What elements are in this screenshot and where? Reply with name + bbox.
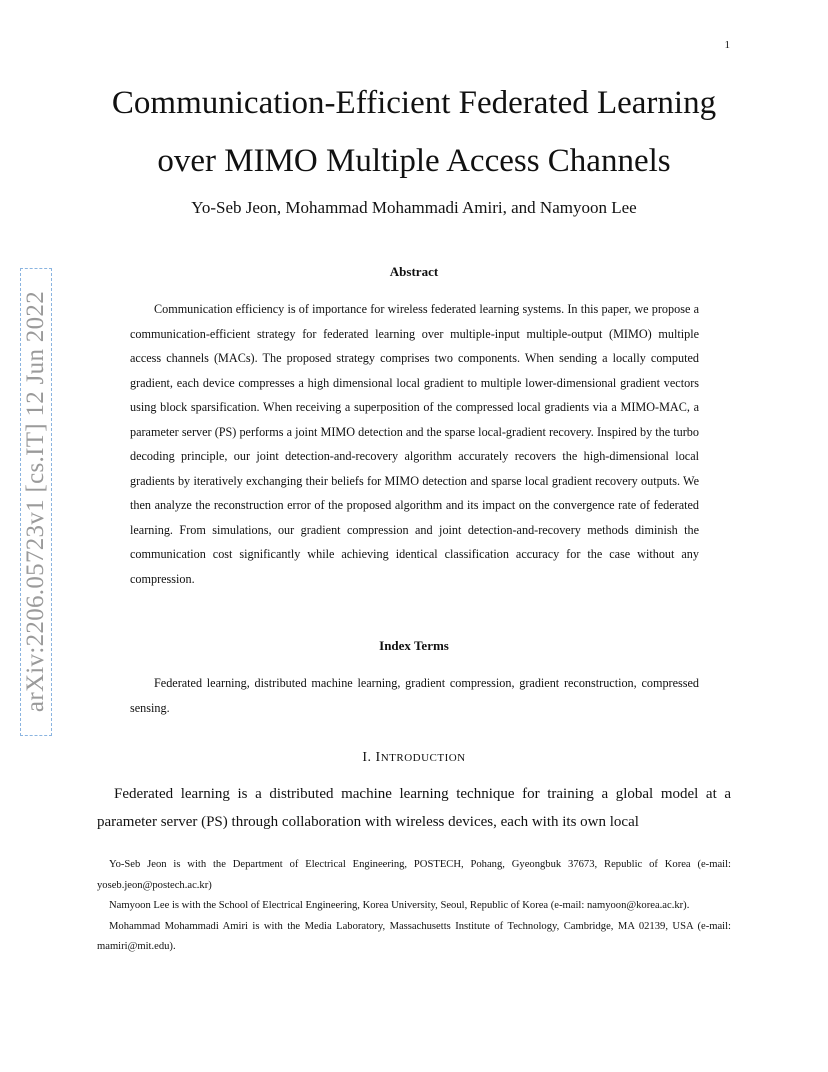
footnotes: [97, 855, 731, 958]
arxiv-identifier: arXiv:2206.05723v1 [cs.IT] 12 Jun 2022: [22, 291, 49, 713]
index-terms-heading: Index Terms: [379, 638, 449, 653]
footnote-jeon: Yo-Seb Jeon is with the Department of Electrical Engineering, POSTECH, Pohang, Gyeongbuk 37673, Republic of Korea (e-mail: yoseb.jeon@postech.ac.kr): [97, 859, 731, 891]
author-list: Yo-Seb Jeon, Mohammad Mohammadi Amiri, and Namyoon Lee: [191, 198, 637, 217]
abstract-heading: Abstract: [389, 264, 439, 279]
introduction-body: Federated learning is a distributed machine learning technique for training a global model at a parameter server (PS) through collaboration with wireless devices, each with its own local: [97, 786, 731, 830]
footnote-lee: Namyoon Lee is with the School of Electrical Engineering, Korea University, Seoul, Republic of Korea (e-mail: namyoon@korea.ac.kr).: [109, 900, 690, 911]
page-number: 1: [724, 39, 730, 51]
index-terms-body: Federated learning, distributed machine learning, gradient compression, gradient reconstruction, compressed sensing.: [130, 676, 699, 715]
paper-title: [0, 74, 828, 190]
heading-smallcaps: NTRODUCTION: [380, 752, 466, 764]
title-line-2: over MIMO Multiple Access Channels: [157, 143, 671, 179]
abstract-body: Communication efficiency is of importance for wireless federated learning systems. In this paper, we propose a communication-efficient strategy for federated learning over multiple-input multiple-output (MIMO) multiple access channels (MACs). The proposed strategy comprises two components. When sending a locally computed gradient, each device compresses a high dimensional local gradient to multiple lower-dimensional gradient vectors using block sparsification. When receiving a superposition of the compressed local gradients via a MIMO-MAC, a parameter server (PS) performs a joint MIMO detection and the sparse local-gradient recovery. Inspired by the turbo decoding principle, our joint detection-and-recovery algorithm accurately recovers the high-dimensional local gradients by iteratively exchanging their beliefs for MIMO detection and sparse local gradient recovery outputs. We then analyze the reconstruction error of the proposed algorithm and its impact on the convergence rate of federated learning. From simulations, our gradient compression and joint detection-and-recovery methods diminish the communication cost significantly while achieving identical classification accuracy for the case without any compression.: [130, 302, 699, 586]
footnote-amiri: Mohammad Mohammadi Amiri is with the Media Laboratory, Massachusetts Institute of Technology, Cambridge, MA 02139, USA (e-mail: mamiri@mit.edu).: [97, 920, 731, 952]
heading-initial: I: [375, 750, 381, 765]
introduction-heading: [0, 750, 828, 766]
section-numeral: I.: [362, 750, 376, 765]
title-line-1: Communication-Efficient Federated Learning: [111, 85, 717, 121]
arxiv-identifier-stamp: [20, 268, 52, 736]
